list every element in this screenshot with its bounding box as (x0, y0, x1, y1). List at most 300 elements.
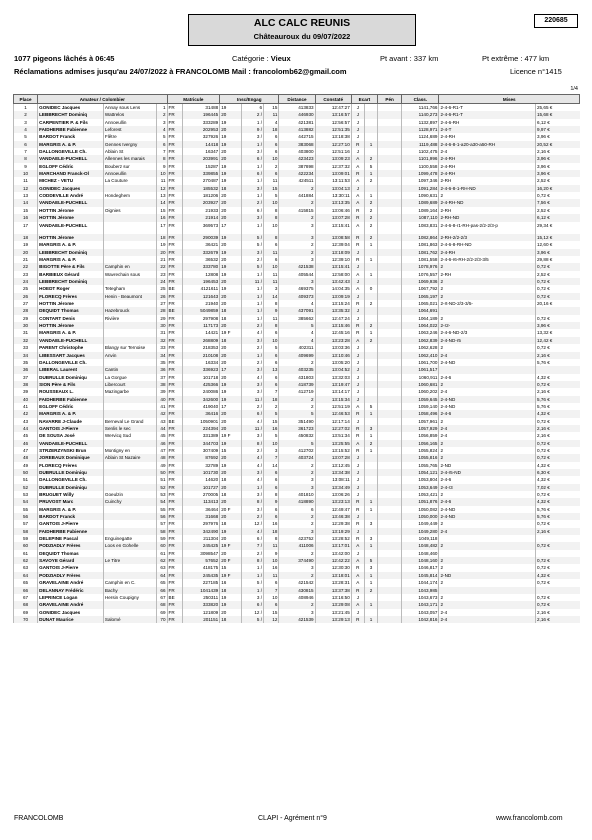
table-cell: FR (167, 207, 182, 214)
table-cell: 1045,814 (402, 572, 439, 579)
table-cell (378, 170, 402, 177)
table-cell: 2 (439, 594, 536, 601)
table-cell: BARDOT Franck (38, 133, 104, 140)
table-cell: Camphin en (103, 263, 156, 270)
table-cell: J (351, 594, 364, 601)
table-row (14, 609, 580, 616)
table-row (14, 557, 580, 564)
table-cell: 6 (156, 141, 167, 148)
table-cell: 1076,557 (402, 271, 439, 278)
table-cell: 2 (439, 564, 536, 571)
table-cell: Enguinegatte (103, 535, 156, 542)
table-cell (364, 374, 377, 381)
table-cell: 18 (14, 234, 38, 241)
table-cell (103, 241, 156, 248)
table-cell: 18 (156, 234, 167, 241)
table-cell: 3 (279, 234, 315, 241)
table-cell: Wervicq Sud (103, 432, 156, 439)
table-cell: 18 (220, 491, 242, 498)
table-cell: FR (167, 498, 182, 505)
table-cell (439, 307, 536, 314)
table-cell: 3 (364, 564, 377, 571)
table-row (14, 381, 580, 388)
table-cell: 15 (264, 104, 279, 112)
table-cell: 7 (156, 148, 167, 155)
table-cell: 250311 (182, 594, 219, 601)
table-cell: 2 / (242, 403, 264, 410)
table-cell (378, 249, 402, 256)
table-cell: 29,88 € (536, 256, 580, 263)
table-row (14, 185, 580, 192)
table-cell: 13:04:13 (315, 185, 351, 192)
table-cell: 16 (156, 214, 167, 221)
table-cell: 422234 (279, 170, 315, 177)
table-cell: 13:09:23 (315, 155, 351, 162)
table-cell: 1059,645 (402, 396, 439, 403)
table-cell: 1050,082 (402, 506, 439, 513)
table-cell: 1 / (242, 192, 264, 199)
table-cell: 42 (14, 410, 38, 417)
footer-center: CLAPI - Agrément n°9 (258, 815, 327, 822)
table-cell: 2-4 (439, 425, 536, 432)
table-cell: 0,72 € (536, 542, 580, 549)
table-cell: 44 (14, 425, 38, 432)
table-cell: 13:08:11 (315, 476, 351, 483)
table-cell: A (351, 285, 364, 292)
table-cell: J (351, 249, 364, 256)
table-cell: 20 (220, 469, 242, 476)
table-cell: 2 / (242, 256, 264, 263)
table-cell: 3 (279, 528, 315, 535)
table-cell: 68 (156, 601, 167, 608)
table-cell: 42 (156, 410, 167, 417)
table-cell: 3 / (242, 337, 264, 344)
table-cell: 1132,897 (402, 119, 439, 126)
table-cell: 12:45:16 (315, 329, 351, 336)
table-cell: J (351, 418, 364, 425)
table-cell: 13,32 € (536, 329, 580, 336)
table-cell: A (351, 222, 364, 235)
table-cell: 4121611 (182, 285, 219, 292)
table-cell: 424511 (279, 177, 315, 184)
table-cell: FR (167, 535, 182, 542)
table-cell: 1 / (242, 163, 264, 170)
table-cell: A (351, 601, 364, 608)
table-cell: 13:42:00 (315, 550, 351, 557)
table-cell: 3 / (242, 594, 264, 601)
table-cell (103, 337, 156, 344)
table-row (14, 155, 580, 162)
table-cell: 218353 (182, 344, 219, 351)
table-cell: 1 / (242, 177, 264, 184)
table-row (14, 249, 580, 256)
table-cell: 20 (220, 148, 242, 155)
table-cell (364, 513, 377, 520)
table-cell: 2-4-RH (439, 163, 536, 170)
col-mises: Mises (439, 95, 580, 104)
results-table (13, 94, 580, 623)
table-cell: 22 (14, 263, 38, 270)
table-cell: 32789 (182, 462, 219, 469)
table-cell: FR (167, 410, 182, 417)
table-cell: 3 / (242, 388, 264, 395)
table-cell: 23 (14, 271, 38, 278)
table-cell: 15287 (182, 163, 219, 170)
table-cell: 25,65 € (536, 104, 580, 112)
table-cell: 0,72 € (536, 579, 580, 586)
table-cell: 20 (220, 126, 242, 133)
table-cell: 6 (264, 513, 279, 520)
table-cell: 1 (364, 329, 377, 336)
table-cell: 25 (156, 285, 167, 292)
table-cell: 13:15:41 (315, 263, 351, 270)
table-cell: 49 (156, 462, 167, 469)
table-cell (103, 410, 156, 417)
table-cell: 1054,121 (402, 469, 439, 476)
table-cell: 6 (264, 579, 279, 586)
table-cell: 18 (220, 616, 242, 623)
table-cell: 19 (220, 285, 242, 292)
table-cell: 6 (264, 506, 279, 513)
table-cell (378, 126, 402, 133)
table-cell: 2-RH (439, 207, 536, 214)
table-cell: 2-4-r3 (439, 484, 536, 491)
table-cell: 63 (156, 564, 167, 571)
table-cell: Leforest (103, 126, 156, 133)
table-cell (364, 381, 377, 388)
table-cell (378, 322, 402, 329)
claims-note: Réclamations admises jusqu'au 24/07/2022 à FRANCOLOMB Mail : francolomb62@gmail.com (14, 67, 347, 76)
licence: Licence n°1415 (510, 67, 562, 76)
table-cell: 0,72 € (536, 344, 580, 351)
table-cell: 385662 (279, 315, 315, 322)
table-cell: 469375 (279, 285, 315, 292)
table-cell: 20 (220, 207, 242, 214)
table-row (14, 506, 580, 513)
table-cell: R (351, 447, 364, 454)
table-cell (364, 454, 377, 461)
table-cell: 6 / (242, 207, 264, 214)
table-cell: 1082,864 (402, 234, 439, 241)
table-cell: 5 (156, 133, 167, 140)
table-cell (378, 476, 402, 483)
table-cell: 31668 (182, 513, 219, 520)
table-cell (439, 535, 536, 542)
table-cell: 210108 (182, 352, 219, 359)
col-matricule: Matricule (167, 95, 220, 104)
table-cell: 13:19:47 (315, 381, 351, 388)
table-cell: Ablain St Nazaire (103, 454, 156, 461)
table-row (14, 476, 580, 483)
table-row (14, 447, 580, 454)
table-cell: 2-4-6 (439, 374, 536, 381)
table-cell (103, 199, 156, 206)
table-cell: 1 / (242, 352, 264, 359)
table-cell: 383068 (279, 141, 315, 148)
table-cell: A (351, 271, 364, 278)
table-cell: FR (167, 359, 182, 366)
table-cell: 2-4-6-ND-2/3 (439, 329, 536, 336)
table-cell: 60 (156, 542, 167, 549)
table-cell: 415815 (279, 207, 315, 214)
table-cell: 1 / (242, 484, 264, 491)
table-cell: La Couture (103, 177, 156, 184)
table-cell: Oignies (103, 207, 156, 214)
table-cell: 2 (439, 454, 536, 461)
table-cell: J (351, 381, 364, 388)
table-cell: 2,16 € (536, 616, 580, 623)
table-cell: J (351, 359, 364, 366)
table-cell: 13:07:28 (315, 454, 351, 461)
table-cell: Berneval Le Grand (103, 418, 156, 425)
report-subtitle: Châteauroux du 09/07/2022 (253, 32, 351, 41)
table-cell: LEBBRECHT Dominiq (38, 278, 104, 285)
table-cell: 9 (264, 307, 279, 314)
table-cell: 8 (264, 234, 279, 241)
table-cell: 2 (364, 214, 377, 221)
table-cell: 5 (14, 133, 38, 140)
table-cell: 13:23:13 (315, 498, 351, 505)
table-cell: 47 (156, 447, 167, 454)
table-cell: 2,52 € (536, 207, 580, 214)
table-cell: 7,56 € (536, 199, 580, 206)
table-cell: FR (167, 528, 182, 535)
table-cell: FR (167, 119, 182, 126)
table-cell: J (351, 513, 364, 520)
table-cell: 4 (279, 329, 315, 336)
table-cell: 1 / (242, 572, 264, 579)
table-cell: 16 (264, 520, 279, 527)
table-cell: 19 (220, 388, 242, 395)
table-cell (364, 293, 377, 300)
table-cell: 14418 (182, 141, 219, 148)
table-cell: 13:15:24 (315, 300, 351, 307)
table-cell: 4 (156, 126, 167, 133)
table-cell: Bachy (103, 587, 156, 594)
table-cell: 5,76 € (536, 403, 580, 410)
table-cell: 6 (264, 352, 279, 359)
table-cell: 1065,021 (402, 300, 439, 307)
table-cell (378, 454, 402, 461)
table-cell: FR (167, 329, 182, 336)
table-cell: 12,60 € (536, 241, 580, 248)
table-cell: 26 (156, 293, 167, 300)
table-cell: J (351, 454, 364, 461)
table-cell (378, 293, 402, 300)
table-cell: 20 (220, 454, 242, 461)
table-cell (103, 300, 156, 307)
table-cell (103, 322, 156, 329)
table-cell: 1081,762 (402, 249, 439, 256)
table-cell: SAVOYE Gérard (38, 557, 104, 564)
table-cell: 29 (14, 315, 38, 322)
table-cell: FAIDHERBE Fabienne (38, 396, 104, 403)
table-cell: A (351, 579, 364, 586)
table-cell: 2 (279, 469, 315, 476)
table-cell: GANTOIS J-Pierre (38, 520, 104, 527)
table-cell: 20 (220, 241, 242, 248)
table-cell: 3 (279, 564, 315, 571)
table-cell: PODZIADLY Frères (38, 542, 104, 549)
table-cell: R (351, 432, 364, 439)
table-cell: 2-4 (439, 528, 536, 535)
table-cell: 270005 (182, 491, 219, 498)
table-cell: 17 (220, 403, 242, 410)
table-cell: FR (167, 352, 182, 359)
table-cell: 56 (14, 513, 38, 520)
table-cell: 11 (14, 177, 38, 184)
table-row (14, 388, 580, 395)
table-cell: 1089,689 (402, 199, 439, 206)
table-cell: Annay sous Lens (103, 104, 156, 112)
table-cell: PRUVOST Marc (38, 498, 104, 505)
table-row (14, 148, 580, 155)
table-row (14, 366, 580, 373)
table-cell: 5 (364, 557, 377, 564)
table-cell: 3,96 € (536, 155, 580, 162)
table-cell: 19 (220, 462, 242, 469)
table-cell (103, 564, 156, 571)
table-cell: DELANNAY Frédéric (38, 587, 104, 594)
table-cell: BE (167, 418, 182, 425)
table-cell: 1046,817 (402, 564, 439, 571)
table-cell: 297908 (182, 315, 219, 322)
table-cell: 450832 (279, 432, 315, 439)
table-cell: J (351, 263, 364, 270)
col-distance: Distance (279, 95, 315, 104)
table-cell: 0,72 € (536, 278, 580, 285)
table-cell: 1078,976 (402, 263, 439, 270)
table-cell: 20 (156, 249, 167, 256)
table-cell: FR (167, 104, 182, 112)
table-cell: 22 (156, 263, 167, 270)
table-cell: 12 / (242, 609, 264, 616)
table-cell: 13:25:55 (315, 440, 351, 447)
table-cell: 10 (264, 337, 279, 344)
table-cell: 19 (220, 440, 242, 447)
table-cell: 35 (156, 359, 167, 366)
table-cell: 6 / (242, 155, 264, 162)
table-cell: 1 (364, 572, 377, 579)
table-cell: 13:17:01 (315, 542, 351, 549)
table-cell: Libercourt (103, 381, 156, 388)
table-cell: FR (167, 432, 182, 439)
table-cell: 6 (264, 241, 279, 248)
table-cell: 65 (14, 579, 38, 586)
table-cell: 1091,284 (402, 185, 439, 192)
table-cell: 1 (364, 256, 377, 263)
table-cell (103, 256, 156, 263)
table-cell: 20 (220, 550, 242, 557)
table-cell: ROUSSEAUX L. (38, 388, 104, 395)
table-cell: 51 (14, 476, 38, 483)
table-cell: A (351, 177, 364, 184)
table-cell: FR (167, 542, 182, 549)
table-cell: 2 (279, 513, 315, 520)
table-cell: 12:49:47 (315, 506, 351, 513)
table-cell (103, 440, 156, 447)
table-cell: R (351, 506, 364, 513)
table-row (14, 513, 580, 520)
table-cell: GONIDEC Jacques (38, 185, 104, 192)
table-cell: 48 (14, 454, 38, 461)
table-cell: GRAVELAINE André (38, 579, 104, 586)
table-cell: 1055,816 (402, 454, 439, 461)
table-cell: 41 (156, 403, 167, 410)
table-cell: 1055,824 (402, 447, 439, 454)
table-cell: 270487 (182, 177, 219, 184)
table-row (14, 337, 580, 344)
table-cell: 2 (364, 222, 377, 235)
table-cell: HOEDT Roger (38, 285, 104, 292)
table-row (14, 579, 580, 586)
table-cell: 18 (264, 126, 279, 133)
table-cell: 4 / (242, 454, 264, 461)
table-cell: 2 (364, 300, 377, 307)
table-cell: J (351, 374, 364, 381)
table-cell: 5049859 (182, 307, 219, 314)
table-cell: 339855 (182, 170, 219, 177)
table-cell: 11 (264, 271, 279, 278)
table-cell: 409373 (279, 293, 315, 300)
table-cell: 53 (156, 491, 167, 498)
table-cell: 4 / (242, 374, 264, 381)
table-cell: R (351, 587, 364, 594)
table-cell: DUBRULLE Dominiqu (38, 484, 104, 491)
table-cell (378, 484, 402, 491)
table-cell: J (351, 609, 364, 616)
table-cell: 2 (439, 344, 536, 351)
table-cell: 20 (220, 484, 242, 491)
table-cell (536, 366, 580, 373)
table-cell: MARGRIS A. & P. (38, 410, 104, 417)
table-cell: 10 (264, 222, 279, 235)
table-row (14, 498, 580, 505)
table-cell: 45 (14, 432, 38, 439)
table-cell: 36464 (182, 506, 219, 513)
table-cell: 1063,246 (402, 329, 439, 336)
table-cell: 3 / (242, 366, 264, 373)
table-cell: 413882 (279, 126, 315, 133)
table-cell: FR (167, 214, 182, 221)
table-cell: 1062,839 (402, 337, 439, 344)
table-cell: 3 / (242, 214, 264, 221)
table-cell: 1060,911 (402, 374, 439, 381)
table-cell: 1049,280 (402, 528, 439, 535)
table-cell: 13:04:52 (315, 366, 351, 373)
table-cell (378, 359, 402, 366)
table-cell: 181206 (182, 192, 219, 199)
table-cell: 1060,202 (402, 388, 439, 395)
table-cell: FR (167, 185, 182, 192)
table-cell: J (351, 119, 364, 126)
table-cell: 30 (156, 322, 167, 329)
table-cell: 3,96 € (536, 163, 580, 170)
table-cell: LEBBRECHT Dominiq (38, 249, 104, 256)
table-cell: 2 (279, 520, 315, 527)
table-row (14, 222, 580, 235)
table-row (14, 542, 580, 549)
table-cell (103, 214, 156, 221)
table-cell: 268809 (182, 337, 219, 344)
table-cell: Cuinchy (103, 498, 156, 505)
table-cell: 2-4-RH (439, 249, 536, 256)
table-cell: 18 (220, 520, 242, 527)
table-cell: 1062,628 (402, 344, 439, 351)
table-cell: 20 (220, 374, 242, 381)
table-cell: 15 (220, 447, 242, 454)
table-row (14, 550, 580, 557)
